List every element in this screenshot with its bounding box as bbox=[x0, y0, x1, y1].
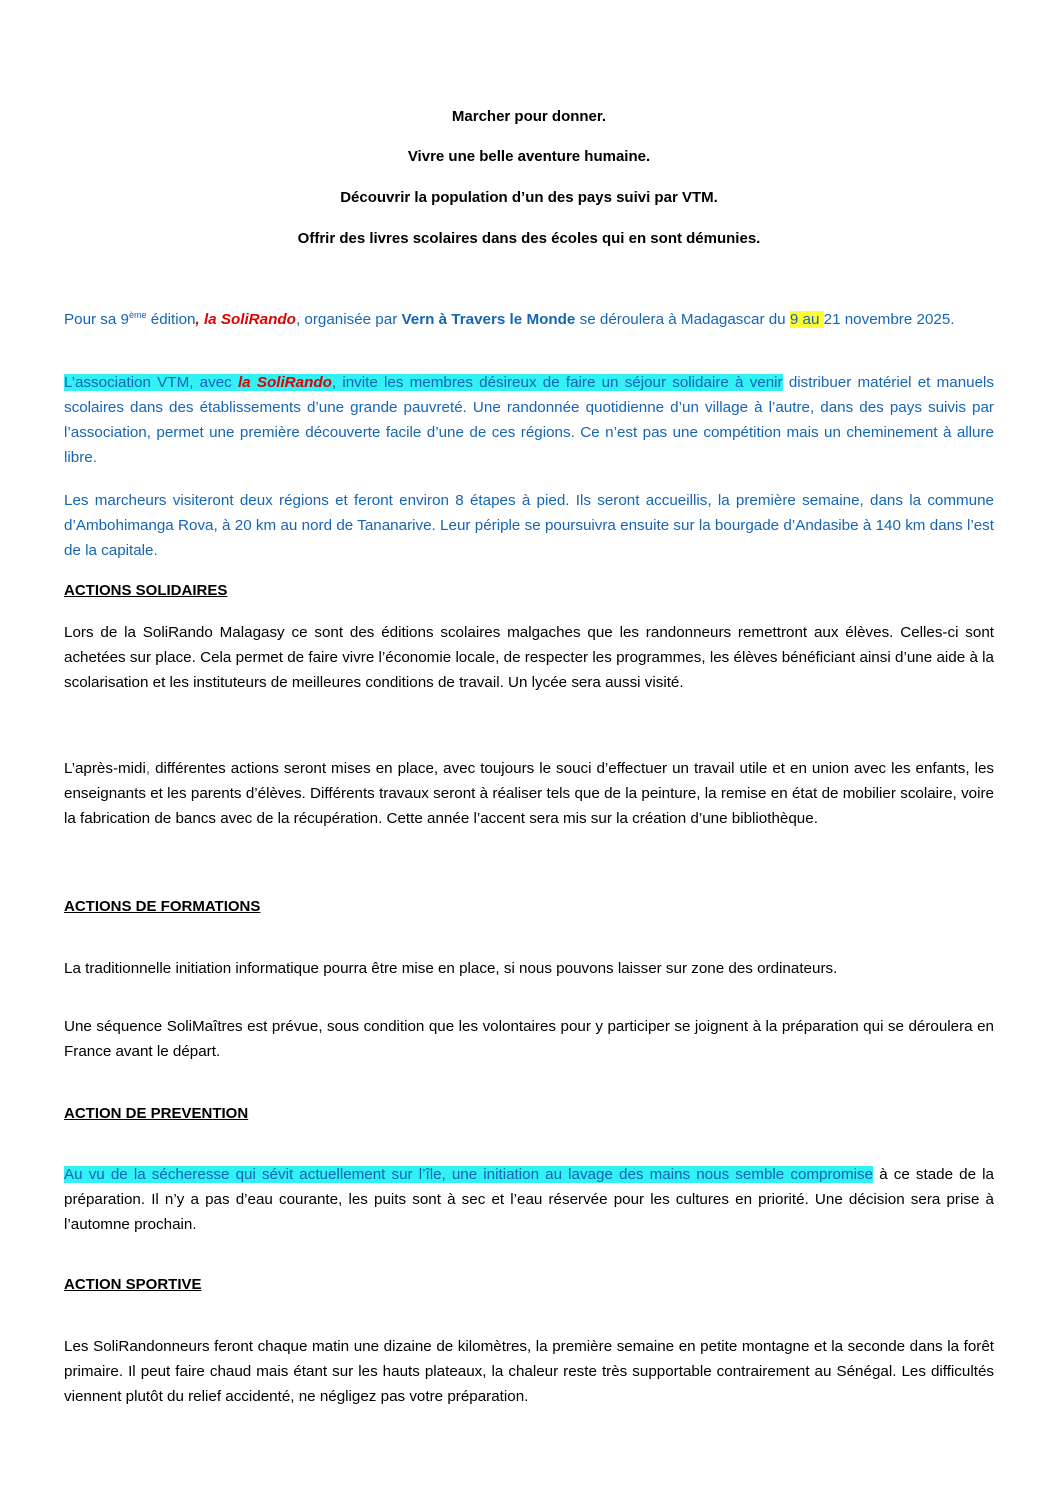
intro-line-2: Vivre une belle aventure humaine. bbox=[407, 148, 651, 165]
intro-line-3: Découvrir la population d’un des pays suivi par VTM. bbox=[340, 189, 718, 206]
paragraph-solidaires-2: L’après-midi, différentes actions seront mises en place, avec toujours le souci d’effectuer un travail utile et en union avec les enfants, les enseignants et les parents d’élèves. Différents travaux seront à réaliser tels que de la peinture, la remise en état de mobilier scolaire, voire la fabrication de bancs avec de la récupération. Cette année l’accent sera mis sur la création d’une bibliothèque. bbox=[64, 760, 994, 827]
paragraph-prevention: Au vu de la sécheresse qui sévit actuellement sur l’île, une initiation au lavage des mains nous semble compromise à ce stade de la préparation. Il n’y a pas d’eau courante, les puits sont à sec et l’eau réservée pour les cultures en priorité. Une décision sera prise à l’automne prochain. bbox=[64, 1166, 995, 1233]
paragraph-solidaires-1: Lors de la SoliRando Malagasy ce sont des éditions scolaires malgaches que les randonneurs remettront aux élèves. Celles-ci sont achetées sur place. Cela permet de faire vivre l’économie locale, de respecter les programmes, les élèves bénéficiant ainsi d’une aide à la scolarisation et les instituteurs de meilleures conditions de travail. Un lycée sera aussi visité. bbox=[64, 624, 994, 691]
paragraph-sportive: Les SoliRandonneurs feront chaque matin une dizaine de kilomètres, la première semaine en petite montagne et la seconde dans la forêt primaire. Il peut faire chaud mais étant sur les hauts plateaux, la chaleur reste très supportable contrairement au Sénégal. Les difficultés viennent plutôt du relief accidenté, ne négligez pas votre préparation. bbox=[64, 1338, 994, 1405]
intro-line-1: Marcher pour donner. bbox=[451, 108, 607, 125]
intro-line-4: Offrir des livres scolaires dans des écoles qui en sont démunies. bbox=[297, 230, 761, 247]
highlight-dates: 9 au bbox=[789, 311, 824, 328]
heading-action-sportive: ACTION SPORTIVE bbox=[64, 1276, 202, 1293]
heading-action-prevention: ACTION DE PREVENTION bbox=[64, 1105, 249, 1122]
paragraph-formations-2: Une séquence SoliMaîtres est prévue, sous condition que les volontaires pour y participer se joignent à la préparation qui se déroulera en France avant le départ. bbox=[64, 1018, 994, 1060]
paragraph-edition: Pour sa 9ème édition, la SoliRando, organisée par Vern à Travers le Monde se déroulera à Madagascar du 9 au 21 novembre 2025. bbox=[64, 310, 955, 328]
paragraph-association: L’association VTM, avec la SoliRando, invite les membres désireux de faire un séjour solidaire à venir distribuer matériel et manuels scolaires dans des établissements d’une grande pauvreté. Une randonnée quotidienne d’un village à l’autre, dans des pays suivis par l’association, permet une première découverte facile d’une de ces régions. Ce n’est pas une compétition mais un cheminement à allure libre. bbox=[64, 374, 995, 466]
paragraph-marcheurs: Les marcheurs visiteront deux régions et feront environ 8 étapes à pied. Ils seront accueillis, la première semaine, dans la commune d’Ambohimanga Rova, à 20 km au nord de Tananarive. Leur périple se poursuivra ensuite sur la bourgade d’Andasibe à 140 km dans l’est de la capitale. bbox=[64, 492, 994, 559]
paragraph-formations-1: La traditionnelle initiation informatique pourra être mise en place, si nous pouvons laisser sur zone des ordinateurs. bbox=[64, 960, 838, 977]
heading-actions-formations: ACTIONS DE FORMATIONS bbox=[64, 898, 261, 915]
highlight-prevention: Au vu de la sécheresse qui sévit actuellement sur l’île, une initiation au lavage des mains nous semble compromise bbox=[64, 1166, 874, 1183]
heading-actions-solidaires: ACTIONS SOLIDAIRES bbox=[64, 582, 228, 599]
